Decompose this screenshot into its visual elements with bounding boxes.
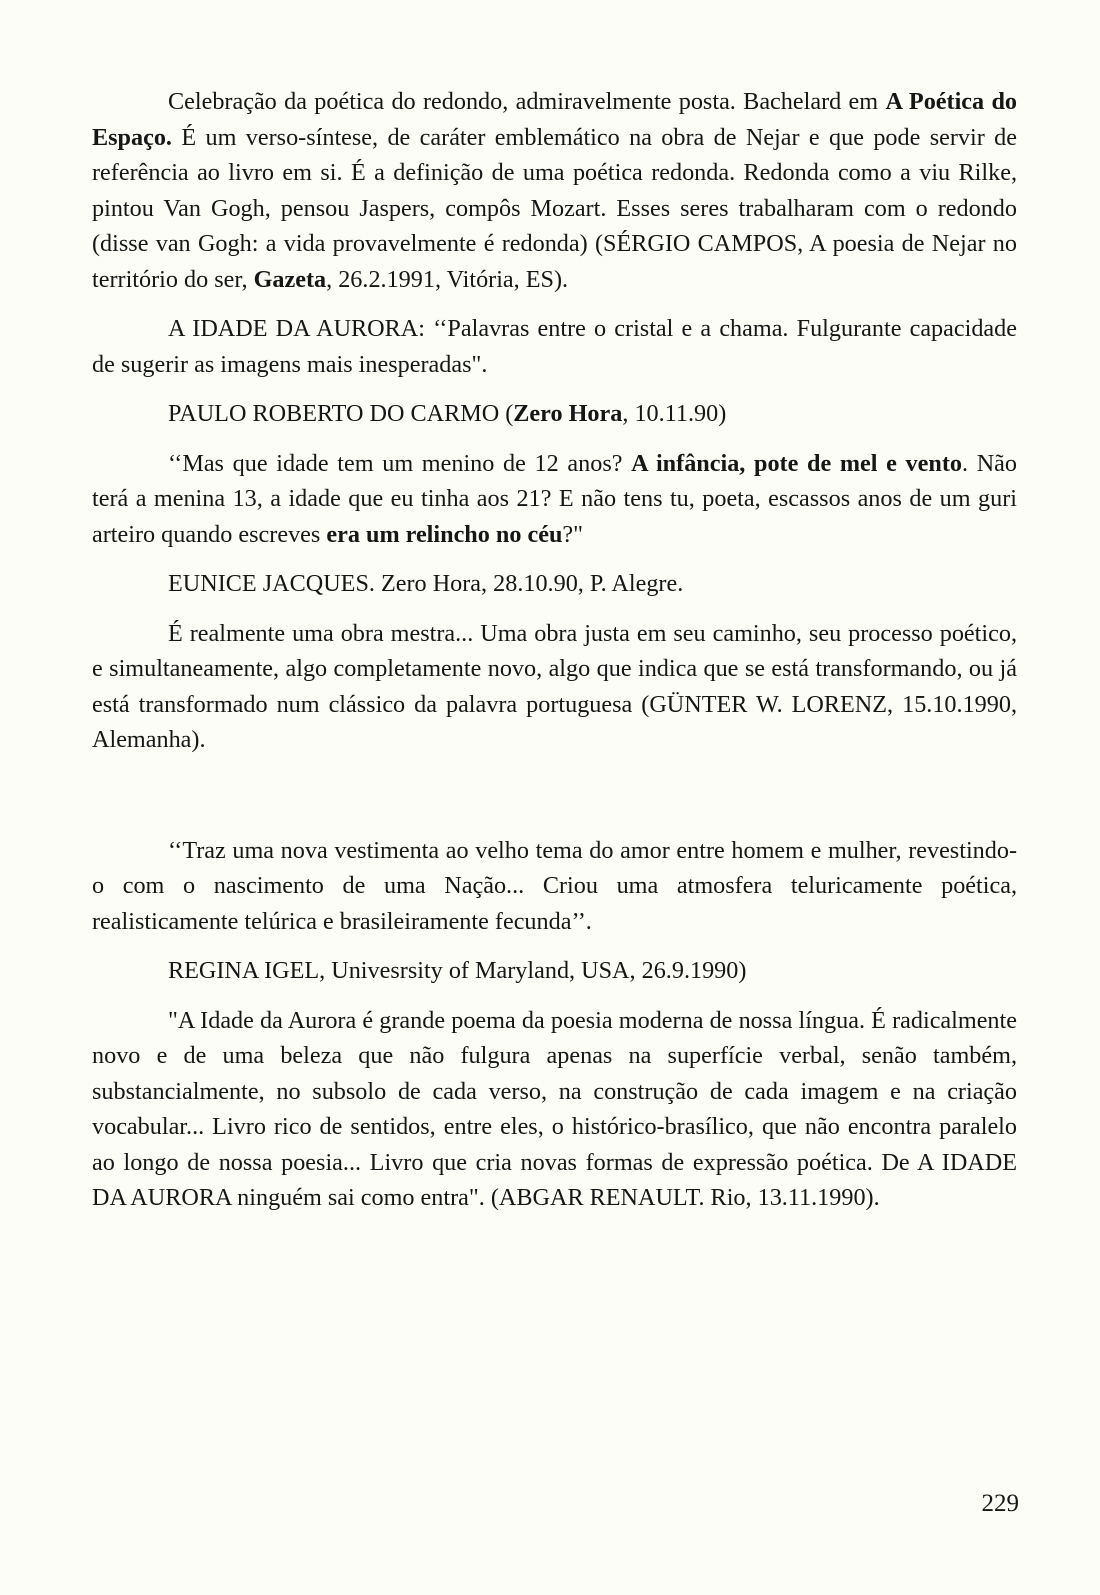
text-run: . Não terá a menina 13, a idade que eu tinha aos 21? E não tens tu, poeta, escassos anos de um guri arteiro quando escreves <box>92 449 1018 548</box>
page-number: 229 <box>981 1490 1019 1517</box>
text-run: Celebração da poética do redondo, admiravelmente posta. Bachelard em <box>168 88 886 115</box>
text-run: É um verso-síntese, de caráter emblemático na obra de Nejar e que pode servir de referência ao livro em si. É a definição de uma poética redonda. Redonda como a viu Rilke, pintou Van Gogh, pensou Jaspers, compôs Mozart. Esses seres trabalharam com o redondo (disse van Gogh: a vida provavelmente é redonda) (SÉRGIO CAMPOS, A poesia de Nejar no território do ser, <box>92 123 1017 293</box>
book-title-bold: A Poética do Espaço. <box>92 88 1018 151</box>
newspaper-title-bold: Zero Hora <box>513 400 623 427</box>
paragraph-idade-da-aurora-quote: A IDADE DA AURORA: ‘‘Palavras entre o cristal e a chama. Fulgurante capacidade de sugerir as imagens mais inesperadas". <box>92 315 1017 378</box>
paragraph-gunter-lorenz: É realmente uma obra mestra... Uma obra justa em seu caminho, seu processo poético, e simultaneamente, algo completamente novo, algo que indica que se está transformando, ou já está transformado num clássico da palavra portuguesa (GÜNTER W. LORENZ, 15.10.1990, Alemanha). <box>92 619 1017 753</box>
page-body <box>92 84 1017 1230</box>
attribution-eunice-jacques: EUNICE JACQUES. Zero Hora, 28.10.90, P. Alegre. <box>168 570 684 597</box>
attribution-paulo-roberto <box>92 396 1017 432</box>
paragraph-vestimenta-quote: ‘‘Traz uma nova vestimenta ao velho tema do amor entre homem e mulher, revestindo-o com o nascimento de uma Nação... Criou uma atmosfera teluricamente poética, realisticamente telúrica e brasileiramente fecunda’’. <box>92 836 1017 935</box>
text-run: , 26.2.1991, Vitória, ES). <box>326 265 569 293</box>
newspaper-title-bold: Gazeta <box>253 265 327 293</box>
paragraph-sergio-campos <box>92 84 1017 297</box>
text-run: ‘‘Mas que idade tem um menino de 12 anos? <box>168 449 632 477</box>
book-title-bold: A infância, pote de mel e vento <box>631 449 962 477</box>
paragraph-menino-quote <box>92 446 1017 553</box>
text-run: PAULO ROBERTO DO CARMO ( <box>168 400 514 427</box>
text-run: ?" <box>562 520 584 548</box>
paragraph-abgar-renault: "A Idade da Aurora é grande poema da poesia moderna de nossa língua. É radicalmente novo e de uma beleza que não fulgura apenas na superfície verbal, senão também, substancialmente, no subsolo de cada verso, na construção de cada imagem e na criação vocabular... Livro rico de sentidos, entre eles, o histórico-brasílico, que não encontra paralelo ao longo de nossa poesia... Livro que cria novas formas de expressão poética. De A IDADE DA AURORA ninguém sai como entra". (ABGAR RENAULT. Rio, 13.11.1990). <box>92 1006 1017 1211</box>
vertical-gap <box>92 772 1017 833</box>
attribution-regina-igel: REGINA IGEL, Univesrsity of Maryland, USA, 26.9.1990) <box>168 957 747 984</box>
text-run: , 10.11.90) <box>622 400 727 427</box>
verse-bold: era um relincho no céu <box>326 520 563 548</box>
